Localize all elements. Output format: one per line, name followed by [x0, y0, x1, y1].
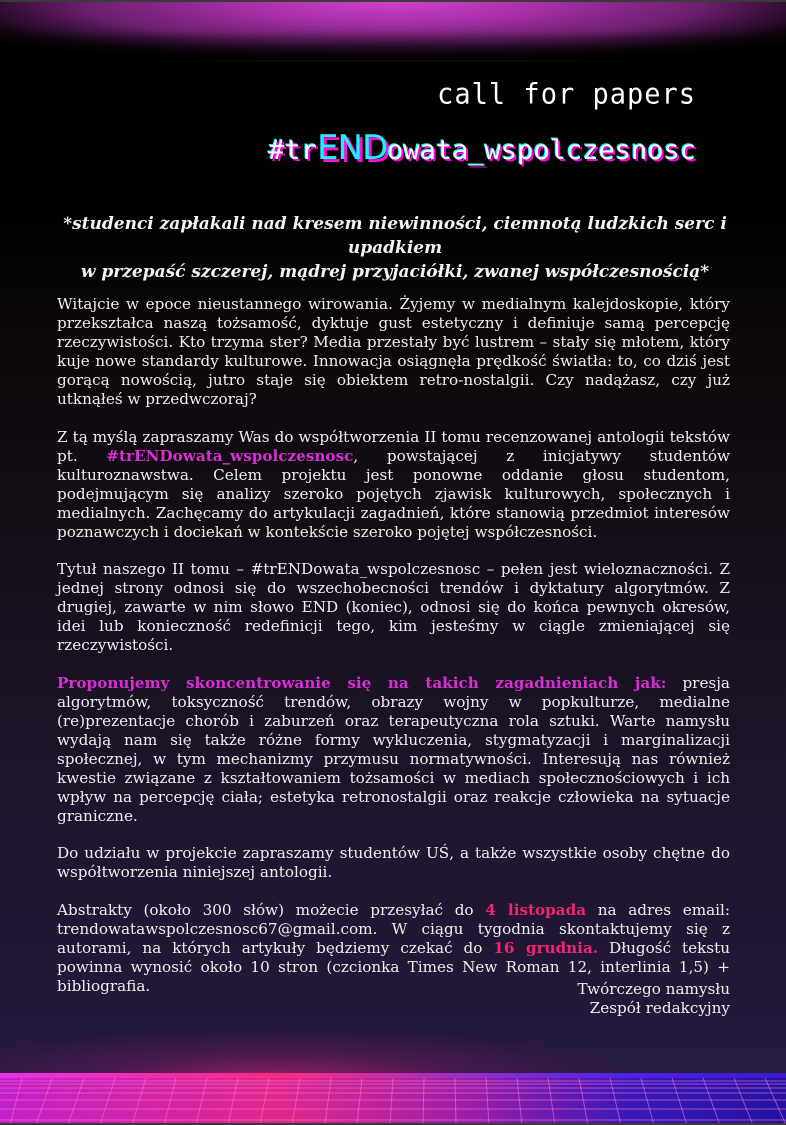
top-glow-fade	[0, 30, 786, 60]
invitation-text-end: , powstającej z inicjatywy studentów kulturoznawstwa. Celem projektu jest ponowne oddanie głosu studentom, podejmującym się analizy szeroko pojętych zjawisk kulturowych, społecznych i medialnych. Zachęcamy do artykulacji zagadnień, które stanowią przedmiot interesów poznawczych i dociekań w kontekście szeroko pojętej współczesności.	[57, 446, 730, 541]
article-deadline: 16 grudnia.	[493, 938, 599, 957]
paragraph-intro: Witajcie w epoce nieustannego wirowania. Żyjemy w medialnym kalejdoskopie, który przekształca naszą tożsamość, dyktuje gust estetyczny i definiuje samą percepcję rzeczywistości. Kto trzyma ster? Media przestały być lustrem – stały się młotem, który kuje nowe standardy kulturowe. Innowacja osiągnęła prędkość światła: to, co dziś jest gorącą nowością, jutro staje się obiektem retro-nostalgii. Czy nadążasz, czy już utknąłeś w przedwczoraj?	[57, 295, 730, 408]
topics-body: presja algorytmów, toksyczność trendów, obrazy wojny w popkulturze, medialne (re)prezentacje chorób i zaburzeń oraz terapeutyczna rola sztuki. Warte namysłu wydają nam się także różne formy wykluczenia, stygmatyzacji i marginalizacji społecznej, w tym mechanizmy przymusu normatywności. Interesują nas również kwestie związane z kształtowaniem tożsamości w mediach społecznościowych i ich wpływ na percepcję ciała; estetyka retronostalgii oraz reakcje człowieka na sytuacje graniczne.	[57, 673, 730, 825]
title-prefix: #tr	[268, 135, 318, 166]
contact-email[interactable]: trendowatawspolczesnosc67@gmail.com	[57, 919, 373, 938]
horizon-glow	[0, 1030, 786, 1075]
signature-line-2: Zespół redakcyjny	[589, 999, 730, 1017]
signature	[578, 980, 731, 1018]
signature-line-1: Twórczego namysłu	[577, 980, 730, 998]
quote-line-1: *studenci zapłakali nad kresem niewinności, ciemnotą ludzkich serc i upadkiem	[63, 214, 727, 258]
neon-grid-floor	[0, 1073, 786, 1125]
submission-text-1: Abstrakty (około 300 słów) możecie przesyłać do	[57, 900, 486, 919]
grid-lines-icon	[0, 1073, 786, 1125]
quote-line-2: w przepaść szczerej, mądrej przyjaciółki, zwanej współczesnością*	[80, 262, 710, 282]
topics-lead: Proponujemy skoncentrowanie się na takich zagadnieniach jak:	[57, 673, 667, 692]
body-text	[57, 295, 730, 1014]
paragraph-topics	[57, 674, 730, 826]
submission-text-4: Długość tekstu powinna wynosić około 10 stron (czcionka Times New Roman 12, interlinia 1,5) + bibliografia.	[57, 938, 730, 995]
poster-title	[268, 130, 696, 169]
submission-text-3: . W ciągu tygodnia skontaktujemy się z autorami, na których artykuły będziemy czekać do	[57, 919, 730, 957]
title-suffix: owata_wspolczesnosc	[387, 135, 696, 166]
paragraph-participation: Do udziału w projekcie zapraszamy studentów UŚ, a także wszystkie osoby chętne do współtworzenia niniejszej antologii.	[57, 844, 730, 881]
epigraph-quote	[50, 212, 740, 284]
submission-text-2: na adres email:	[586, 900, 730, 919]
abstract-deadline: 4 listopada	[485, 900, 587, 919]
poster-header	[268, 78, 696, 169]
paragraph-title-meaning: Tytuł naszego II tomu – #trENDowata_wspolczesnosc – pełen jest wieloznaczności. Z jednej strony odnosi się do wszechobecności trendów i dyktatury algorytmów. Z drugiej, zawarte w nim słowo END (koniec), odnosi się do końca pewnych okresów, idei lub konieczność redefinicji tego, kim jesteśmy w ciągle zmieniającej się rzeczywistości.	[57, 560, 730, 654]
anthology-hashtag: #trENDowata_wspolczesnosc	[106, 446, 354, 465]
invitation-text-start: Z tą myślą zapraszamy Was do współtworzenia II tomu recenzowanej antologii tekstów pt.	[57, 427, 730, 465]
paragraph-invitation	[57, 428, 730, 542]
title-end-emphasis: END	[317, 128, 388, 168]
call-for-papers-label: call for papers	[437, 78, 696, 111]
